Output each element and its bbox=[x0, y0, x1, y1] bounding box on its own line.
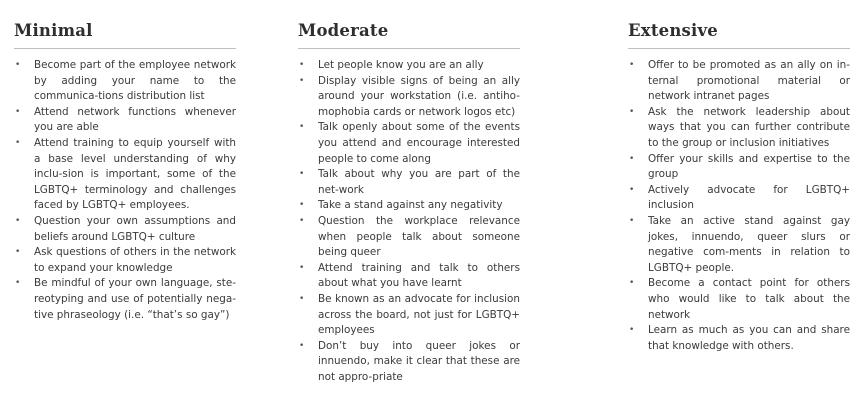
bullet-icon: • bbox=[299, 200, 305, 211]
bullet-icon: • bbox=[629, 278, 635, 289]
list-item bbox=[14, 58, 236, 105]
column-minimal bbox=[14, 20, 236, 323]
bullet-icon: • bbox=[629, 184, 635, 195]
list-item-text: Don’t buy into queer jokes or innuendo, make it clear that these are not appro-priate bbox=[318, 339, 520, 383]
bullet-icon: • bbox=[629, 325, 635, 336]
list-item bbox=[298, 120, 520, 167]
column-title-extensive: Extensive bbox=[628, 20, 850, 49]
bullet-icon: • bbox=[299, 293, 305, 304]
list-item bbox=[298, 58, 520, 74]
column-extensive bbox=[628, 20, 850, 354]
list-item bbox=[628, 323, 850, 354]
list-item-text: Question the workplace relevance when people talk about someone being queer bbox=[318, 214, 520, 259]
list-item-text: Attend network functions whenever you are able bbox=[34, 105, 236, 134]
bullet-icon: • bbox=[15, 60, 21, 70]
list-item bbox=[298, 214, 520, 261]
list-item-text: Take a stand against any negativity bbox=[318, 199, 503, 212]
bullet-icon: • bbox=[15, 106, 21, 117]
list-item bbox=[628, 214, 850, 276]
list-item bbox=[298, 167, 520, 198]
list-item bbox=[298, 74, 520, 121]
list-item bbox=[14, 276, 236, 323]
list-item-text: Become a contact point for others who would like to talk about the network bbox=[648, 277, 850, 321]
bullet-icon: • bbox=[15, 137, 21, 148]
list-item-text: Actively advocate for LGBTQ+ inclusion bbox=[648, 183, 850, 212]
bullet-icon: • bbox=[299, 340, 305, 351]
list-item-text: Be mindful of your own language, ste-reotyping and use of potentially nega-tive phraseology (i.e. “that’s so gay”) bbox=[34, 277, 236, 321]
bullet-icon: • bbox=[299, 215, 305, 226]
bullet-icon: • bbox=[299, 122, 305, 133]
list-item bbox=[628, 105, 850, 152]
list-item-text: Attend training to equip yourself with a base level understanding of why inclu-sion is important, some of the LGBTQ+ terminology and challenges faced by LGBTQ+ employees. bbox=[34, 136, 236, 212]
bullet-icon: • bbox=[629, 60, 635, 70]
list-item bbox=[628, 58, 850, 105]
bullet-icon: • bbox=[299, 169, 305, 180]
list-item-text: Become part of the employee network by adding your name to the communica-tions distribution list bbox=[34, 59, 236, 103]
list-item bbox=[298, 198, 520, 214]
bullet-icon: • bbox=[299, 60, 305, 70]
bullet-icon: • bbox=[15, 247, 21, 258]
list-item-text: Ask questions of others in the network to expand your knowledge bbox=[34, 246, 236, 274]
bullet-icon: • bbox=[629, 215, 635, 226]
bullet-icon: • bbox=[15, 215, 21, 226]
list-item-text: Learn as much as you can and share that knowledge with others. bbox=[648, 324, 850, 352]
list-item bbox=[14, 136, 236, 214]
bullet-icon: • bbox=[299, 75, 305, 86]
column-title-minimal: Minimal bbox=[14, 20, 236, 49]
column-moderate bbox=[298, 20, 520, 385]
list-item-text: Talk about why you are part of the net-work bbox=[318, 168, 520, 196]
list-item bbox=[628, 152, 850, 183]
list-item bbox=[14, 245, 236, 276]
list-item-text: Be known as an advocate for inclusion across the board, not just for LGBTQ+ employees bbox=[318, 292, 520, 337]
list-item-text: Display visible signs of being an ally around your workstation (i.e. antiho-mophobia cards or network logos etc) bbox=[318, 74, 520, 118]
list-item-text: Offer your skills and expertise to the group bbox=[648, 152, 850, 181]
list-item bbox=[298, 261, 520, 292]
list-item-text: Ask the network leadership about ways that you can further contribute to the group or inclusion initiatives bbox=[648, 105, 850, 149]
list-item bbox=[14, 105, 236, 136]
column-title-moderate: Moderate bbox=[298, 20, 520, 49]
list-item-text: Question your own assumptions and beliefs around LGBTQ+ culture bbox=[34, 214, 236, 243]
list-item-text: Offer to be promoted as an ally on in-ternal promotional material or network intranet pages bbox=[648, 59, 850, 103]
list-item-text: Attend training and talk to others about what you have learnt bbox=[318, 261, 520, 290]
bullet-icon: • bbox=[15, 278, 21, 289]
list-item-text: Take an active stand against gay jokes, innuendo, queer slurs or negative com-ments in relation to LGBTQ+ people. bbox=[648, 214, 850, 274]
list-minimal bbox=[14, 58, 236, 323]
bullet-icon: • bbox=[299, 262, 305, 273]
list-item bbox=[628, 183, 850, 214]
bullet-icon: • bbox=[629, 106, 635, 117]
list-item bbox=[628, 276, 850, 323]
list-extensive bbox=[628, 58, 850, 354]
list-item-text: Let people know you are an ally bbox=[318, 59, 484, 71]
bullet-icon: • bbox=[629, 153, 635, 164]
list-item bbox=[298, 339, 520, 386]
list-moderate bbox=[298, 58, 520, 385]
list-item bbox=[298, 292, 520, 339]
list-item bbox=[14, 214, 236, 245]
list-item-text: Talk openly about some of the events you attend and encourage interested people to come along bbox=[318, 121, 520, 165]
